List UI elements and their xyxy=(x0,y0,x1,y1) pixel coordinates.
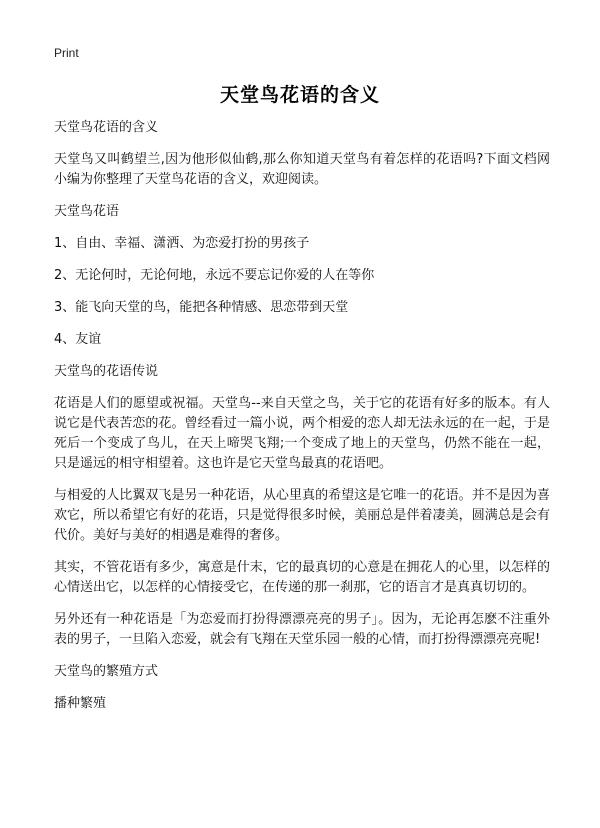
subsection-heading: 播种繁殖 xyxy=(54,696,107,711)
section-heading: 天堂鸟的繁殖方式 xyxy=(54,664,159,679)
intro-paragraph: 天堂鸟又叫鹤望兰,因为他形似仙鹤,那么你知道天堂鸟有着怎样的花语吗?下面文档网小编为你整理了天堂鸟花语的含义，欢迎阅读。 xyxy=(54,152,550,187)
page-title: 天堂鸟花语的含义 xyxy=(219,84,380,106)
print-label: Print xyxy=(54,46,79,60)
section-heading: 天堂鸟花语的含义 xyxy=(54,120,159,135)
list-item: 4、友谊 xyxy=(54,332,102,347)
document-body xyxy=(54,118,550,726)
list-item: 3、能飞向天堂的鸟，能把各种情感、思恋带到天堂 xyxy=(54,300,349,315)
list-item: 2、无论何时，无论何地，永远不要忘记你爱的人在等你 xyxy=(54,268,375,283)
body-paragraph: 花语是人们的愿望或祝福。天堂鸟--来自天堂之鸟，关于它的花语有好多的版本。有人说它是代表苦恋的花。曾经看过一篇小说，两个相爱的恋人却无法永远的在一起，于是死后一个变成了鸟儿，在天上啼哭飞翔;一个变成了地上的天堂鸟，仍然不能在一起，只是遥远的相守相望着。这也许是它天堂鸟最真的花语吧。 xyxy=(54,396,550,471)
section-heading: 天堂鸟的花语传说 xyxy=(54,364,159,379)
body-paragraph: 与相爱的人比翼双飞是另一种花语，从心里真的希望这是它唯一的花语。并不是因为喜欢它，所以希望它有好的花语，只是觉得很多时候，美丽总是伴着凄美，圆满总是会有代价。美好与美好的相遇是难得的奢侈。 xyxy=(54,488,550,543)
body-paragraph: 其实，不管花语有多少，寓意是什末，它的最真切的心意是在拥花人的心里，以怎样的心情送出它，以怎样的心情接受它，在传递的那一刹那，它的语言才是真真切切的。 xyxy=(54,560,550,595)
body-paragraph: 另外还有一种花语是「为恋爱而打扮得漂漂亮亮的男子」。因为，无论再怎麽不注重外表的男子，一旦陷入恋爱，就会有飞翔在天堂乐园一般的心情，而打扮得漂漂亮亮呢! xyxy=(54,612,550,647)
section-heading: 天堂鸟花语 xyxy=(54,204,120,219)
list-item: 1、自由、幸福、潇洒、为恋爱打扮的男孩子 xyxy=(54,236,310,251)
